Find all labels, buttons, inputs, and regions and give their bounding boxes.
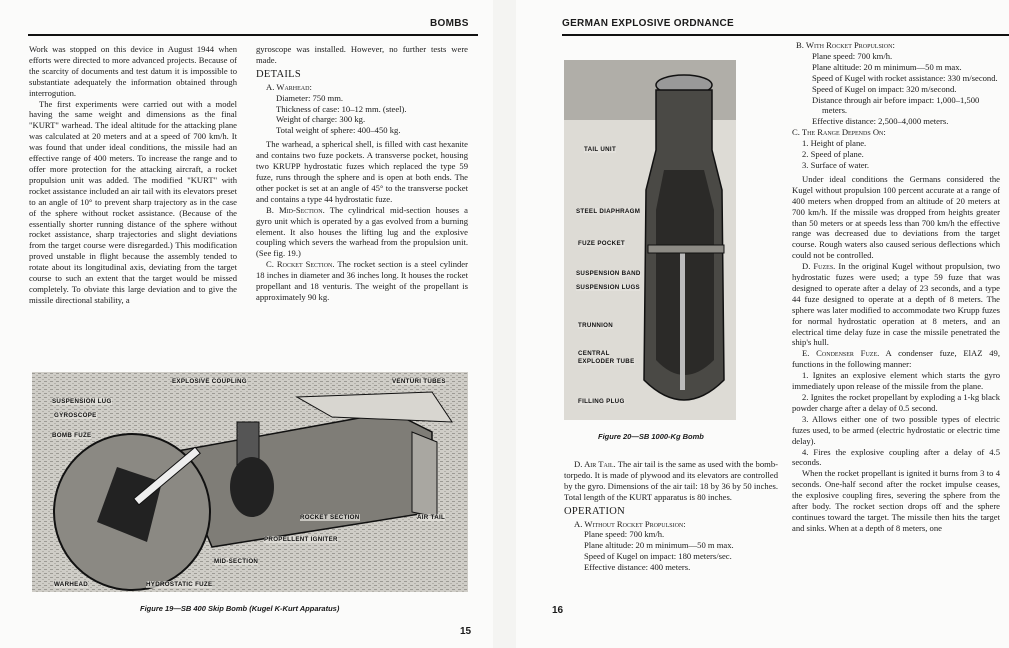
- figure-19-caption: Figure 19—SB 400 Skip Bomb (Kugel K-Kurt Apparatus): [140, 604, 340, 613]
- spec-item: Plane speed: 700 km/h.: [812, 50, 893, 61]
- label-venturi-tubes: VENTURI TUBES: [392, 378, 446, 385]
- left-column-1: [29, 44, 237, 306]
- figure-20-illustration: [564, 60, 736, 420]
- right-column-1: [564, 459, 778, 573]
- label-central: CENTRAL: [578, 350, 610, 357]
- list-item: 2. Ignites the rocket propellant by exploding a 1-kg black powder charge after a delay of 0.5 second.: [792, 392, 1000, 413]
- paragraph: [256, 205, 468, 260]
- spec-item: Effective distance: 400 meters.: [584, 562, 691, 573]
- left-page: [0, 0, 493, 648]
- list-item: 1. Height of plane.: [802, 138, 867, 149]
- subsection-heading: A. Warhead:: [266, 81, 312, 92]
- spec-item: Diameter: 750 mm.: [276, 92, 344, 103]
- label-mid-section: MID-SECTION: [214, 558, 259, 565]
- paragraph: [792, 261, 1000, 348]
- run-in-heading: E. Condenser Fuze.: [802, 348, 880, 359]
- label-hydrostatic-fuze: HYDROSTATIC FUZE: [146, 581, 213, 588]
- spec-item: Plane altitude: 20 m minimum—50 m max.: [812, 61, 962, 72]
- spec-item: Plane speed: 700 km/h.: [584, 529, 665, 540]
- label-suspension-band: SUSPENSION BAND: [576, 270, 641, 277]
- running-head: BOMBS: [430, 18, 469, 29]
- list-item: 2. Speed of plane.: [802, 149, 864, 160]
- paragraph: Under ideal conditions the Germans considered the Kugel without propulsion 100 percent accurate at a range of 400 meters when dropped from an altitude of 20 meters at 700 km/h. If the missile was dropped from heights greater than 50 meters or at speeds less than 700 km/h the effective range was decreased due to deviations from the target course. Rough waters also caused serious deflections which could not be controlled.: [792, 173, 1000, 261]
- list-item: 3. Surface of water.: [802, 159, 870, 170]
- paragraph: The first experiments were carried out with a model having the same weight and dimensions as the final "KURT" warhead. The ideal altitude for the attacking plane was calculated at 20 meters and at a speed of 700 km/h. It was found that under ideal conditions, the missile had an effective range of 400 meters. To increase the range and to offer more protection for the attacking aircraft, a rocket propulsion unit was added. The modified "KURT" with rocket assistance included an air tail with its elevators preset to an angle of 10° to prevent sharp trajectory as in the case of the sphere without rocket assistance. (Because of the essentially shorter running distance of the sphere without rocket assistance, sharp trajectories and slight deviations from the target course were disregarded.) This modification proved unstable in flight because the assembly tended to rotate about its longitudinal axis, deviating from the target course to such an extent that the target would be missed completely. To obviate this large deviation and to give the missile directional stability, a: [29, 98, 237, 305]
- label-gyroscope: GYROSCOPE: [54, 412, 97, 419]
- paragraph-text: A condenser fuze, ElAZ 49, functions in the following manner:: [792, 348, 1000, 370]
- paragraph: [256, 259, 468, 303]
- spec-item: Speed of Kugel on impact: 320 m/second.: [812, 83, 957, 94]
- subsection-heading: A. Without Rocket Propulsion:: [574, 518, 686, 529]
- label-suspension-lug: SUSPENSION LUG: [52, 398, 112, 405]
- paragraph: The warhead, a spherical shell, is filled with cast hexanite and contains two fuze pockets. A transverse pocket, housing two KRUPP hydrostatic fuzes which replaced the type 59 fuze, runs through the sphere and is open at both ends. The other pocket is set at an angle of 45° to the transverse pocket and contains a type 44 hydrostatic fuze.: [256, 139, 468, 204]
- list-item: 3. Allows either one of two possible types of electric fuzes used, to be armed (electric hydrostatic or electric time delay).: [792, 413, 1000, 446]
- label-propellent-igniter: PROPELLENT IGNITER: [264, 536, 338, 543]
- suspension-band: [648, 245, 724, 253]
- spec-item: Thickness of case: 10–12 mm. (steel).: [276, 103, 407, 114]
- spec-item: Speed of Kugel with rocket assistance: 330 m/second.: [812, 72, 998, 83]
- paragraph: Work was stopped on this device in August 1944 when efforts were directed to more advanced projects. Because of the scarcity of documents and test datum it is impossible to substantiate adequately the information obtained through interrogution.: [29, 44, 237, 98]
- label-tail-unit: TAIL UNIT: [584, 146, 617, 153]
- propellent-igniter-cutaway: [230, 457, 274, 517]
- run-in-heading: D. Fuzes.: [802, 261, 836, 272]
- section-heading: DETAILS: [256, 68, 302, 80]
- paragraph-text: In the original Kugel without propulsion, two hydrostatic fuzes were used; a type 59 fuze that was designed to operate after a delay of 23 seconds, and a type 44 fuze designed to operate at a depth of 8 meters. The sphere was later modified to accommodate two Krupp fuzes for normal hydrostatic operation at 8 meters, and an electrical time delay fuze in case the missile penetrated the ship's hull.: [792, 261, 1000, 348]
- label-bomb-fuze: BOMB FUZE: [52, 432, 92, 439]
- paragraph: gyroscope was installed. However, no further tests were made.: [256, 44, 468, 65]
- exploder-tube: [680, 250, 685, 390]
- section-heading: OPERATION: [564, 505, 626, 517]
- subsection-heading: B. With Rocket Propulsion:: [796, 40, 895, 50]
- page-number: 15: [460, 626, 472, 637]
- air-tail-box: [412, 432, 437, 517]
- run-in-heading: D. Air Tail.: [574, 459, 616, 469]
- paragraph: When the rocket propellant is ignited it burns from 3 to 4 seconds. One-half second after the rocket impulse ceases, the explosive coupling fires, severing the sphere from the after body. The rocket section drops off and the sphere continues toward the target. The missile then hits the target and sinks. When at a depth of 8 meters, one: [792, 468, 1000, 533]
- header-rule: [562, 34, 1009, 36]
- paragraph: [564, 459, 778, 503]
- spec-item: Effective distance: 2,500–4,000 meters.: [812, 116, 949, 127]
- label-warhead: WARHEAD: [54, 581, 89, 588]
- label-fuze-pocket: FUZE POCKET: [578, 240, 625, 247]
- label-exploder-tube: EXPLODER TUBE: [578, 358, 635, 365]
- label-filling-plug: FILLING PLUG: [578, 398, 625, 405]
- paragraph-text: The rocket section is a steel cylinder 18 inches in diameter and 36 inches long. It houses the rocket propellant and 18 venturis. The weight of the propellant is approximately 90 kg.: [256, 259, 468, 302]
- run-in-heading: B. Mid-Section.: [266, 204, 325, 215]
- paragraph-text: The cylindrical mid-section houses a gyro unit which is operated by a gas evolved from a burning element. It also houses the lifting lug and the explosive coupling which severs the warhead from the propulsion unit. (See fig. 19.): [256, 204, 468, 259]
- paragraph: [792, 348, 1000, 370]
- subsection-heading: C. The Range Depends On:: [792, 127, 886, 138]
- label-trunnion: TRUNNION: [578, 322, 614, 329]
- label-steel-diaphragm: STEEL DIAPHRAGM: [576, 208, 641, 215]
- spec-item: Weight of charge: 300 kg.: [276, 114, 366, 125]
- page-number: 16: [552, 605, 564, 616]
- list-item: 1. Ignites an explosive element which starts the gyro immediately upon release of the missile from the plane.: [792, 370, 1000, 392]
- figure-19-illustration: [32, 372, 468, 592]
- left-column-2: [256, 44, 468, 303]
- running-head: GERMAN EXPLOSIVE ORDNANCE: [562, 18, 734, 29]
- label-air-tail: AIR TAIL: [417, 514, 446, 521]
- label-explosive-coupling: EXPLOSIVE COUPLING: [172, 378, 247, 385]
- spec-item: Distance through air before impact: 1,000–1,500 meters.: [812, 94, 980, 116]
- spec-item: Plane altitude: 20 m minimum—50 m max.: [584, 540, 734, 551]
- header-rule: [28, 34, 478, 36]
- list-item: 4. Fires the explosive coupling after a delay of 4.5 seconds.: [792, 446, 1000, 468]
- right-column-2: [792, 40, 1000, 534]
- spec-item: Total weight of sphere: 400–450 kg.: [276, 125, 401, 136]
- label-rocket-section: ROCKET SECTION: [300, 514, 360, 521]
- run-in-heading: C. Rocket Section.: [266, 259, 335, 270]
- spec-item: Speed of Kugel on impact: 180 meters/sec.: [584, 551, 732, 562]
- book-gutter: [493, 0, 516, 648]
- figure-20-caption: Figure 20—SB 1000-Kg Bomb: [598, 432, 704, 441]
- label-suspension-lugs: SUSPENSION LUGS: [576, 284, 640, 291]
- paragraph-text: The air tail is the same as used with the bomb-torpedo. It is made of plywood and its elevators are controlled by the gyro. Dimensions of the air tail: 18 by 36 by 50 inches. Total length of the KURT apparatus is 80 inches.: [564, 459, 778, 502]
- right-page: [516, 0, 1009, 648]
